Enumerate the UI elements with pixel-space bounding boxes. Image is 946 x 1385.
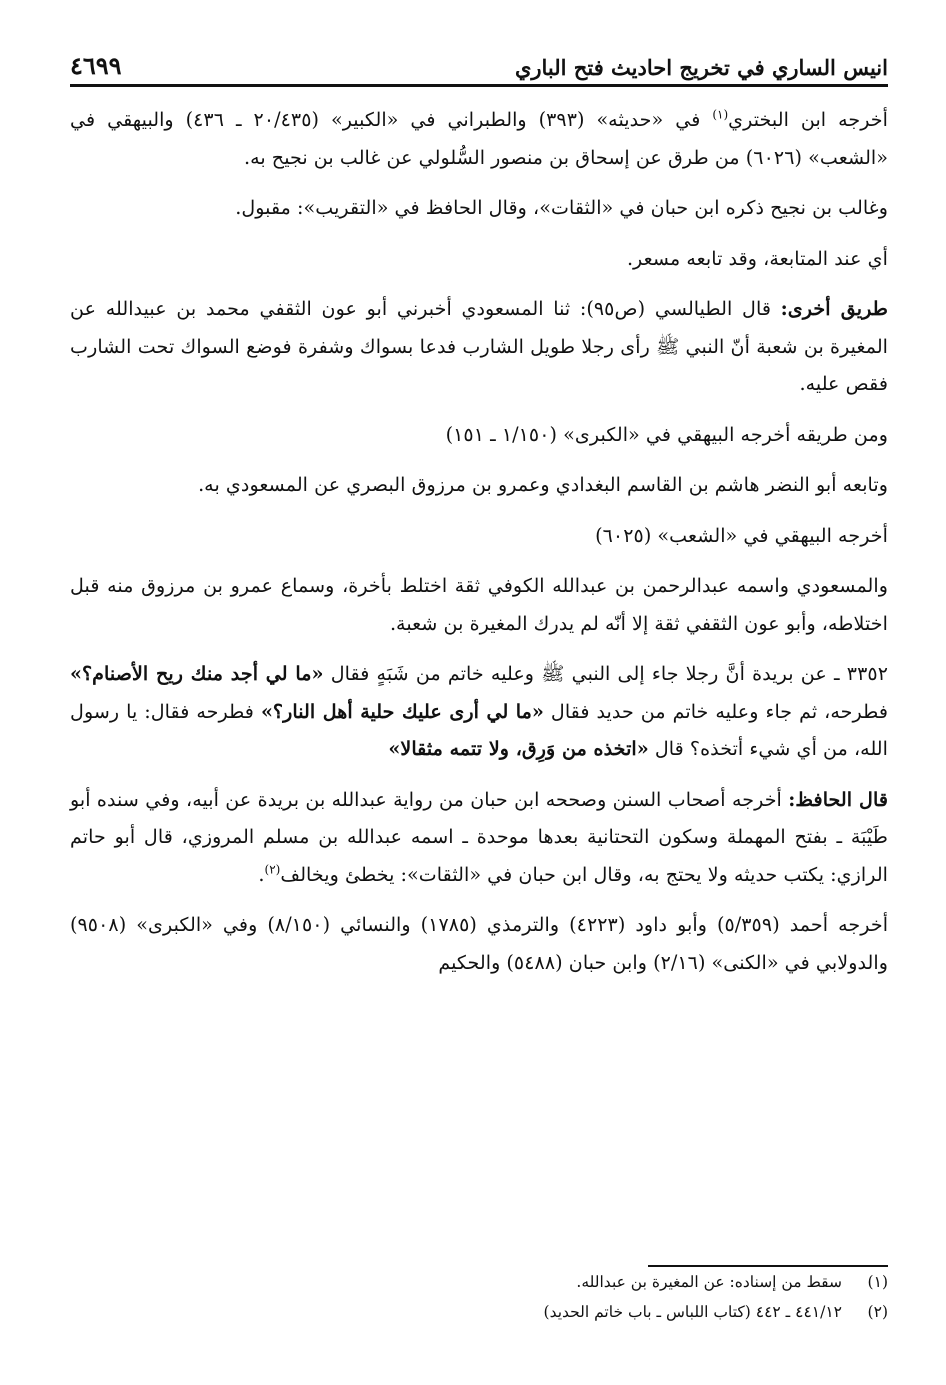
text-segment: أخرجه ابن البختري — [728, 108, 888, 131]
text-segment: ـ عن بريدة أنَّ رجلا جاء إلى النبي ﷺ وعليه خاتم من شَبَهٍ فقال — [323, 662, 847, 685]
paragraph-takhrij-2: أخرجه أحمد (٥/٣٥٩) وأبو داود (٤٢٢٣) والترمذي (١٧٨٥) والنسائي (٨/١٥٠) وفي «الكبرى» (٩٥٠٨) والدولابي في «الكنى» (٢/١٦) وابن حبان (٥٤٨٨) والحكيم — [70, 913, 889, 974]
footnote-item — [70, 1267, 888, 1297]
hadith-quote: «ما لي أجد منك ريح الأصنام؟» — [70, 662, 324, 685]
text-segment: أخرجه أصحاب السنن وصححه ابن حبان من رواية عبدالله بن بريدة عن أبيه، وفي سنده أبو طَيْبَة ـ بفتح المهملة وسكون التحتانية بعدها موحدة ـ اسمه عبدالله بن مسلم المروزي، قال أبو حاتم الرازي: يكتب حديثه ولا يحتج به، وقال ابن حبان في «الثقات»: يخطئ ويخالف — [70, 787, 888, 886]
paragraph-mutabaa: أي عند المتابعة، وقد تابعه مسعر. — [626, 246, 888, 270]
footnote-number: (١) — [867, 1273, 888, 1291]
footnote-item — [70, 1297, 888, 1327]
paragraph-takhrij-1 — [70, 101, 888, 176]
text-segment: في «حديثه» (٣٩٣) والطبراني في «الكبير» (٢٠/٤٣٥ ـ ٤٣٦) والبيهقي في «الشعب» (٦٠٢٦) من طرق عن إسحاق بن منصور السُّلولي عن غالب بن نجيح به. — [70, 108, 888, 169]
footnote-ref-1: (١) — [712, 107, 729, 122]
paragraph-other-route — [70, 290, 888, 403]
footnote-text: ٤٤١/١٢ ـ ٤٤٢ (كتاب اللباس ـ باب خاتم الحديد) — [543, 1303, 842, 1321]
paragraph-tabaahu: وتابعه أبو النضر هاشم بن القاسم البغدادي وعمرو بن مرزوق البصري عن المسعودي به. — [198, 473, 888, 496]
page-number: ٤٦٩٩ — [70, 51, 122, 80]
paragraph-hafiz-comment — [70, 781, 888, 894]
paragraph-narrator-grade: وغالب بن نجيح ذكره ابن حبان في «الثقات»، وقال الحافظ في «التقريب»: مقبول. — [235, 196, 888, 219]
hadith-number: ٣٣٥٢ — [846, 662, 889, 685]
hadith-quote: «ما لي أرى عليك حلية أهل النار؟» — [260, 699, 544, 723]
text-segment: فطرحه فقال: يا رسول الله، من أي شيء أتخذه؟ قال — [70, 699, 888, 760]
running-header — [70, 30, 888, 87]
footnote-number: (٢) — [867, 1303, 888, 1321]
document-page — [70, 30, 888, 1365]
text-segment: فطرحه، ثم جاء وعليه خاتم من حديد فقال — [543, 699, 889, 723]
paragraph-masudi: والمسعودي واسمه عبدالرحمن بن عبدالله الكوفي ثقة اختلط بأخرة، وسماع عمرو بن مرزوق منه قبل اختلاطه، وأبو عون الثقفي ثقة إلا أنّه لم يدرك المغيرة بن شعبة. — [70, 574, 888, 635]
hadith-entry — [70, 655, 888, 768]
book-title: انيس الساري في تخريج احاديث فتح الباري — [514, 55, 888, 80]
section-lead: طريق أخرى: — [780, 297, 889, 320]
page-body — [70, 101, 888, 981]
footnote-text: سقط من إسناده: عن المغيرة بن عبدالله. — [576, 1273, 842, 1291]
text-segment: . — [258, 862, 265, 886]
paragraph-bayhaqi-kubra: ومن طريقه أخرجه البيهقي في «الكبرى» (١/١٥٠ ـ ١٥١) — [445, 422, 888, 446]
paragraph-bayhaqi-shuab: أخرجه البيهقي في «الشعب» (٦٠٢٥) — [595, 523, 888, 547]
footnote-ref-2: (٢) — [264, 862, 281, 877]
hadith-quote: «اتخذه من وَرِق، ولا تتمه مثقالا» — [388, 737, 649, 760]
section-lead: قال الحافظ: — [788, 787, 888, 811]
text-segment: قال الطيالسي (ص٩٥): ثنا المسعودي أخبرني أبو عون الثقفي محمد بن عبيدالله عن المغيرة بن شعبة أنّ النبي ﷺ رأى رجلا طويل الشارب فدعا بسواك وشفرة فوضع السواك تحت الشارب فقص عليه. — [70, 297, 888, 395]
footnotes — [70, 1265, 888, 1327]
